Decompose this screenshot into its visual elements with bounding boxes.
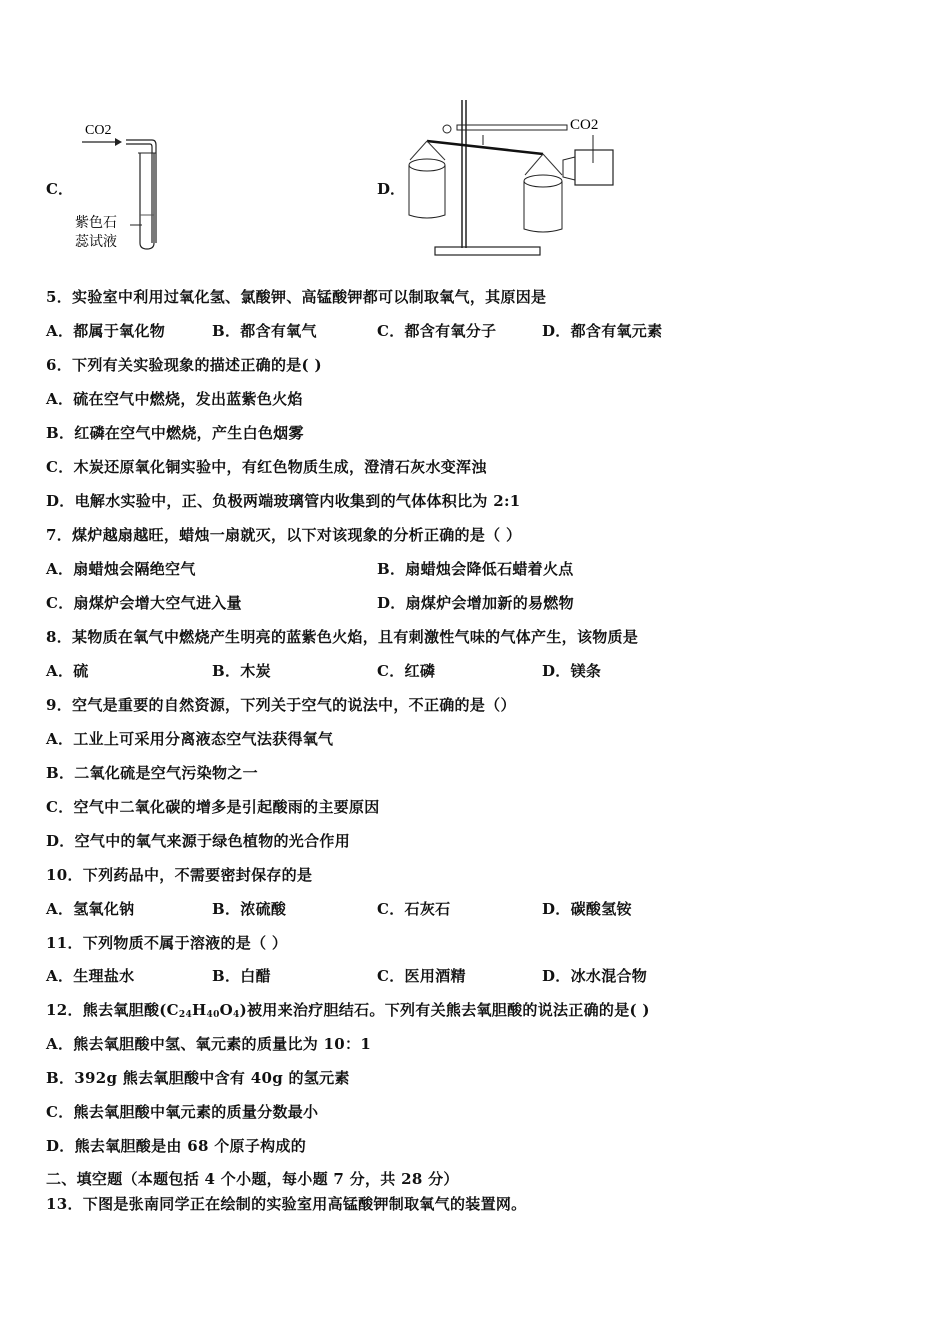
q6-option-d[interactable]: D．电解水实验中，正、负极两端玻璃管内收集到的气体体积比为 2:1 (46, 492, 521, 510)
question-12: 12．熊去氧胆酸$(C_{24}H_{40}O_4)$被用来治疗胆结石。下列有关熊去氧胆酸的说法正确的是( ) (46, 1001, 650, 1020)
q5-option-d[interactable]: D．都含有氧元素 (542, 322, 663, 340)
question-13: 13．下图是张南同学正在绘制的实验室用高锰酸钾制取氧气的装置网。 (46, 1195, 527, 1213)
q12-option-c[interactable]: C．熊去氧胆酸中氧元素的质量分数最小 (46, 1103, 319, 1121)
q8-option-d[interactable]: D．镁条 (542, 662, 602, 680)
q10-option-b[interactable]: B．浓硫酸 (212, 900, 287, 918)
q10-option-a[interactable]: A．氢氧化钠 (46, 900, 135, 918)
q6-option-b[interactable]: B．红磷在空气中燃烧，产生白色烟雾 (46, 424, 304, 442)
figure-d-balance-diagram (405, 95, 625, 260)
q9-option-a[interactable]: A．工业上可采用分离液态空气法获得氧气 (46, 730, 334, 748)
q7-option-a[interactable]: A．扇蜡烛会隔绝空气 (46, 560, 196, 578)
question-7: 7．煤炉越扇越旺，蜡烛一扇就灭，以下对该现象的分析正确的是（ ） (46, 526, 522, 544)
q12-option-d[interactable]: D．熊去氧胆酸是由 68 个原子构成的 (46, 1137, 307, 1155)
q6-option-a[interactable]: A．硫在空气中燃烧，发出蓝紫色火焰 (46, 390, 303, 408)
q5-option-c[interactable]: C．都含有氧分子 (377, 322, 497, 340)
figure-c-test-tube-diagram (70, 115, 170, 255)
q11-option-a[interactable]: A．生理盐水 (46, 967, 135, 985)
figure-d-label: D． (377, 180, 406, 198)
q10-option-c[interactable]: C．石灰石 (377, 900, 451, 918)
q11-option-c[interactable]: C．医用酒精 (377, 967, 466, 985)
co2-label: CO2 (85, 123, 112, 138)
q8-option-c[interactable]: C．红磷 (377, 662, 436, 680)
q6-option-c[interactable]: C．木炭还原氧化铜实验中，有红色物质生成，澄清石灰水变浑浊 (46, 458, 487, 476)
co2-label: CO2 (570, 117, 599, 133)
q10-option-d[interactable]: D．碳酸氢铵 (542, 900, 632, 918)
figure-c-label: C． (46, 180, 73, 198)
question-10: 10．下列药品中，不需要密封保存的是 (46, 866, 313, 884)
q5-option-b[interactable]: B．都含有氧气 (212, 322, 317, 340)
q11-option-d[interactable]: D．冰水混合物 (542, 967, 648, 985)
q11-option-b[interactable]: B．白醋 (212, 967, 271, 985)
q5-option-a[interactable]: A．都属于氧化物 (46, 322, 166, 340)
q12-option-b[interactable]: B．392g 熊去氧胆酸中含有 40g 的氢元素 (46, 1069, 350, 1087)
q8-option-b[interactable]: B．木炭 (212, 662, 271, 680)
q7-option-b[interactable]: B．扇蜡烛会降低石蜡着火点 (377, 560, 574, 578)
q9-option-b[interactable]: B．二氧化硫是空气污染物之一 (46, 764, 258, 782)
q9-option-c[interactable]: C．空气中二氧化碳的增多是引起酸雨的主要原因 (46, 798, 380, 816)
svg-text:紫色石: 紫色石 (75, 216, 117, 231)
question-6: 6．下列有关实验现象的描述正确的是( ) (46, 356, 322, 374)
question-11: 11．下列物质不属于溶液的是（ ） (46, 934, 288, 952)
question-5: 5．实验室中利用过氧化氢、氯酸钾、高锰酸钾都可以制取氧气，其原因是 (46, 288, 547, 306)
q7-option-d[interactable]: D．扇煤炉会增加新的易燃物 (377, 594, 574, 612)
q9-option-d[interactable]: D．空气中的氧气来源于绿色植物的光合作用 (46, 832, 351, 850)
section-heading-fill-in: 二、填空题（本题包括 4 个小题，每小题 7 分，共 28 分） (46, 1170, 459, 1188)
question-8: 8．某物质在氧气中燃烧产生明亮的蓝紫色火焰，且有刺激性气味的气体产生，该物质是 (46, 628, 639, 646)
q12-option-a[interactable]: A．熊去氧胆酸中氢、氧元素的质量比为 10：1 (46, 1035, 372, 1053)
question-9: 9．空气是重要的自然资源，下列关于空气的说法中，不正确的是（） (46, 696, 516, 714)
svg-text:蕊试液: 蕊试液 (75, 235, 117, 250)
q7-option-c[interactable]: C．扇煤炉会增大空气进入量 (46, 594, 242, 612)
q8-option-a[interactable]: A．硫 (46, 662, 89, 680)
